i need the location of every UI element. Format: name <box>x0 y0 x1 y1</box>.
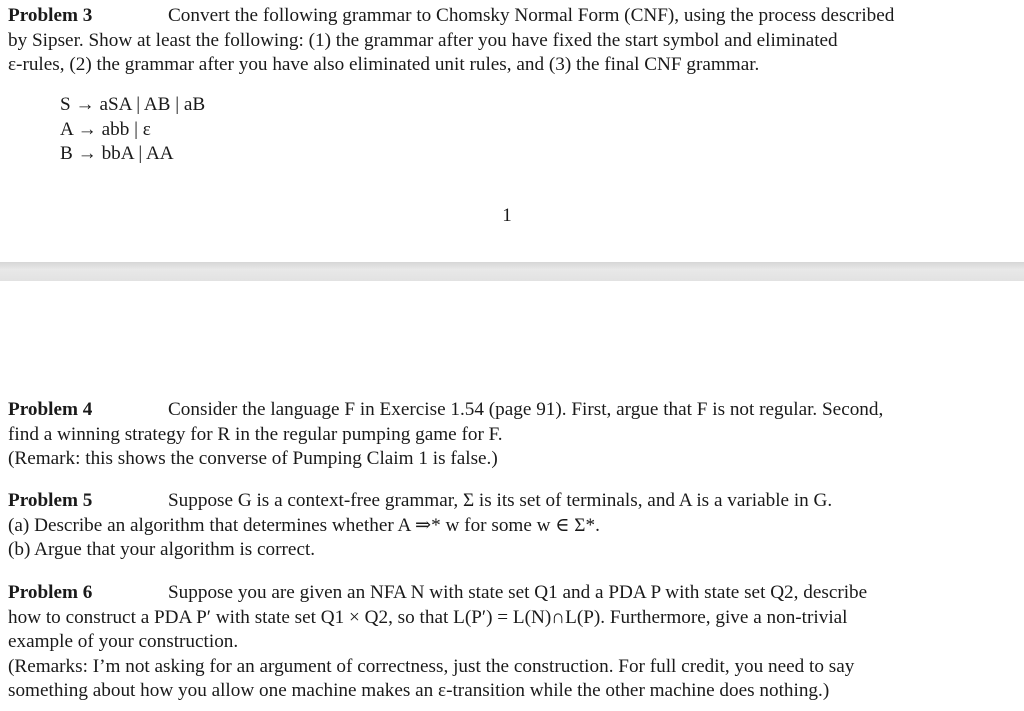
grammar-rule-b: B → bbA | AA <box>60 143 174 164</box>
problem-6-line-4: (Remarks: I’m not asking for an argument of correctness, just the construction. For full credit, you need to say <box>8 655 855 677</box>
problem-4-line-3: (Remark: this shows the converse of Pumping Claim 1 is false.) <box>8 448 498 469</box>
problem-3-label: Problem 3 <box>8 5 93 26</box>
problem-4-label: Problem 4 <box>8 399 93 420</box>
problem-4 <box>8 398 1006 472</box>
problem-5-line-3: (b) Argue that your algorithm is correct. <box>8 539 316 560</box>
problem-4-line-2: find a winning strategy for R in the regular pumping game for F. <box>8 423 503 445</box>
problem-5-line-2: (a) Describe an algorithm that determines whether A ⇒* w for some w ∈ Σ*. <box>8 514 600 536</box>
page-break <box>0 262 1024 281</box>
grammar-rule-a: A → abb | ε <box>60 118 151 140</box>
problem-3-line-2: by Sipser. Show at least the following: (1) the grammar after you have fixed the start symbol and eliminated <box>8 29 838 51</box>
problem-5-label: Problem 5 <box>8 490 93 511</box>
problem-6-line-5: something about how you allow one machine makes an ε-transition while the other machine does nothing.) <box>8 680 830 701</box>
grammar-rule-s: S → aSA | AB | aB <box>60 94 206 115</box>
problem-6-label: Problem 6 <box>8 582 93 603</box>
problem-3-line-1: Problem 3 Convert the following grammar to Chomsky Normal Form (CNF), using the process described <box>8 4 1006 29</box>
problem-3-line-3: ε-rules, (2) the grammar after you have also eliminated unit rules, and (3) the final CNF grammar. <box>8 54 760 75</box>
page-number: 1 <box>502 205 512 226</box>
problem-5 <box>8 489 1006 563</box>
problem-3 <box>8 4 1006 78</box>
problem-4-line-1: Problem 4 Consider the language F in Exercise 1.54 (page 91). First, argue that F is not regular. Second, <box>8 398 1006 423</box>
page-2 <box>0 281 1024 711</box>
grammar-rules <box>60 93 205 167</box>
problem-6-line-2: how to construct a PDA P′ with state set Q1 × Q2, so that L(P′) = L(N)∩L(P). Furthermore, give a non-trivial <box>8 606 848 628</box>
page-1 <box>0 0 1024 262</box>
problem-6 <box>8 581 1006 704</box>
problem-6-line-1: Problem 6 Suppose you are given an NFA N with state set Q1 and a PDA P with state set Q2, describe <box>8 581 1006 606</box>
problem-5-line-1: Problem 5 Suppose G is a context-free grammar, Σ is its set of terminals, and A is a variable in G. <box>8 489 1006 514</box>
problem-6-line-3: example of your construction. <box>8 631 239 652</box>
